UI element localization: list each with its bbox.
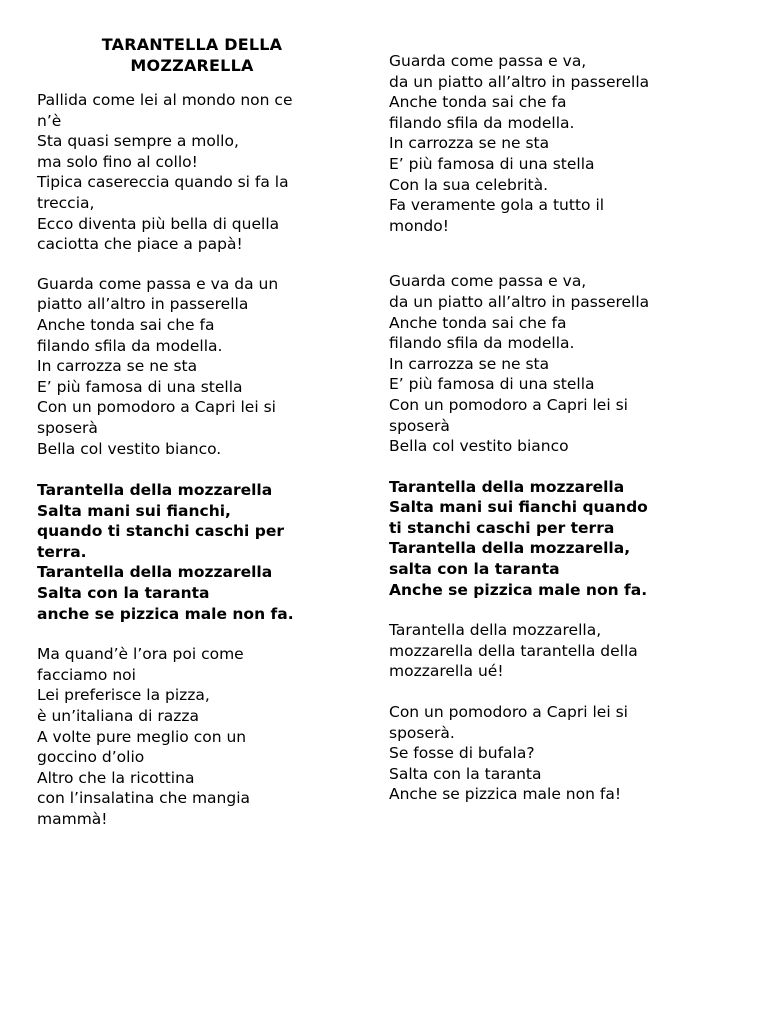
lyric-line: è un’italiana di razza: [37, 707, 199, 726]
lyric-line: In carrozza se ne sta: [389, 134, 550, 153]
lyric-line: da un piatto all’altro in passerella: [389, 292, 650, 311]
lyric-line: Pallida come lei al mondo non ce: [37, 91, 293, 109]
lyric-line: filando sfila da modella.: [389, 113, 575, 132]
lyric-line: E’ più famosa di una stella: [389, 375, 595, 394]
lyric-line: quando ti stanchi caschi per: [37, 522, 285, 541]
lyric-line: Tarantella della mozzarella: [37, 481, 273, 500]
stanza: [37, 644, 372, 829]
stanza: [37, 274, 372, 459]
lyric-line: Lei preferisce la pizza,: [37, 686, 210, 705]
lyric-line: Guarda come passa e va,: [389, 272, 587, 291]
lyric-line: terra.: [37, 542, 87, 561]
lyric-line: Salta mani sui fianchi,: [37, 501, 231, 520]
lyric-line: con l’insalatina che mangia: [37, 789, 251, 808]
lyric-line: anche se pizzica male non fa.: [37, 604, 294, 623]
left-column: [37, 0, 372, 830]
lyric-line: Con un pomodoro a Capri lei si: [389, 703, 628, 722]
right-column: [389, 0, 729, 805]
lyric-line: In carrozza se ne sta: [389, 354, 550, 373]
lyric-line: Ma quand’è l’ora poi come: [37, 645, 244, 664]
lyric-line: Guarda come passa e va da un: [37, 274, 279, 293]
lyric-line: Sta quasi sempre a mollo,: [37, 132, 239, 151]
lyric-line: Anche se pizzica male non fa.: [389, 580, 648, 599]
chorus-stanza: [389, 477, 729, 601]
lyric-line: Anche se pizzica male non fa!: [389, 785, 622, 804]
stanza: [389, 51, 729, 236]
lyric-line: mozzarella ué!: [389, 662, 504, 681]
lyric-line: Bella col vestito bianco: [389, 437, 569, 456]
lyric-line: E’ più famosa di una stella: [389, 154, 595, 173]
lyric-line: da un piatto all’altro in passerella: [389, 72, 650, 91]
lyric-line: ma solo fino al collo!: [37, 152, 198, 171]
lyric-line: mozzarella della tarantella della: [389, 641, 638, 660]
lyric-line: Con la sua celebrità.: [389, 175, 549, 194]
stanza: [389, 620, 729, 682]
stanza: [389, 702, 729, 805]
lyric-line: Anche tonda sai che fa: [389, 313, 567, 332]
lyric-line: Ecco diventa più bella di quella: [37, 214, 280, 233]
stanza: [37, 90, 372, 255]
lyric-line: In carrozza se ne sta: [37, 357, 198, 376]
lyric-line: Tarantella della mozzarella,: [389, 539, 631, 558]
lyric-line: Con un pomodoro a Capri lei si: [389, 395, 628, 414]
lyric-line: filando sfila da modella.: [389, 334, 575, 353]
lyric-line: facciamo noi: [37, 665, 136, 684]
title-line: TARANTELLA DELLA: [101, 35, 283, 54]
lyric-line: sposerà: [389, 416, 450, 435]
stanza: [389, 271, 729, 456]
lyric-line: E’ più famosa di una stella: [37, 377, 243, 396]
lyric-line: treccia,: [37, 193, 95, 212]
lyric-line: filando sfila da modella.: [37, 336, 223, 355]
lyric-line: Guarda come passa e va,: [389, 52, 587, 70]
lyric-line: n’è: [37, 111, 62, 130]
title-line: MOZZARELLA: [130, 56, 254, 75]
lyric-line: Bella col vestito bianco.: [37, 439, 222, 458]
song-title: [42, 34, 342, 76]
lyric-line: Anche tonda sai che fa: [37, 315, 215, 334]
lyric-line: sposerà.: [389, 723, 455, 742]
lyric-line: Tipica casereccia quando si fa la: [37, 173, 289, 192]
lyric-line: salta con la taranta: [389, 560, 560, 579]
lyric-line: mammà!: [37, 810, 108, 828]
lyric-line: mondo!: [389, 216, 449, 235]
lyric-line: Tarantella della mozzarella: [37, 563, 273, 582]
lyric-line: ti stanchi caschi per terra: [389, 518, 615, 537]
lyric-line: Fa veramente gola a tutto il: [389, 196, 605, 215]
lyric-line: piatto all’altro in passerella: [37, 295, 249, 314]
lyric-line: caciotta che piace a papà!: [37, 235, 243, 254]
lyric-line: Anche tonda sai che fa: [389, 93, 567, 112]
lyric-line: Salta mani sui fianchi quando: [389, 498, 648, 517]
lyric-line: Salta con la taranta: [389, 764, 542, 783]
lyric-line: Altro che la ricottina: [37, 768, 195, 787]
lyric-line: sposerà: [37, 418, 98, 437]
lyric-line: Tarantella della mozzarella: [389, 477, 625, 496]
lyric-line: Con un pomodoro a Capri lei si: [37, 398, 276, 417]
lyric-line: Salta con la taranta: [37, 584, 210, 603]
lyric-line: A volte pure meglio con un: [37, 727, 247, 746]
chorus-stanza: [37, 480, 372, 624]
lyric-line: Tarantella della mozzarella,: [389, 621, 602, 640]
lyric-line: Se fosse di bufala?: [389, 744, 535, 763]
lyric-line: goccino d’olio: [37, 748, 145, 767]
